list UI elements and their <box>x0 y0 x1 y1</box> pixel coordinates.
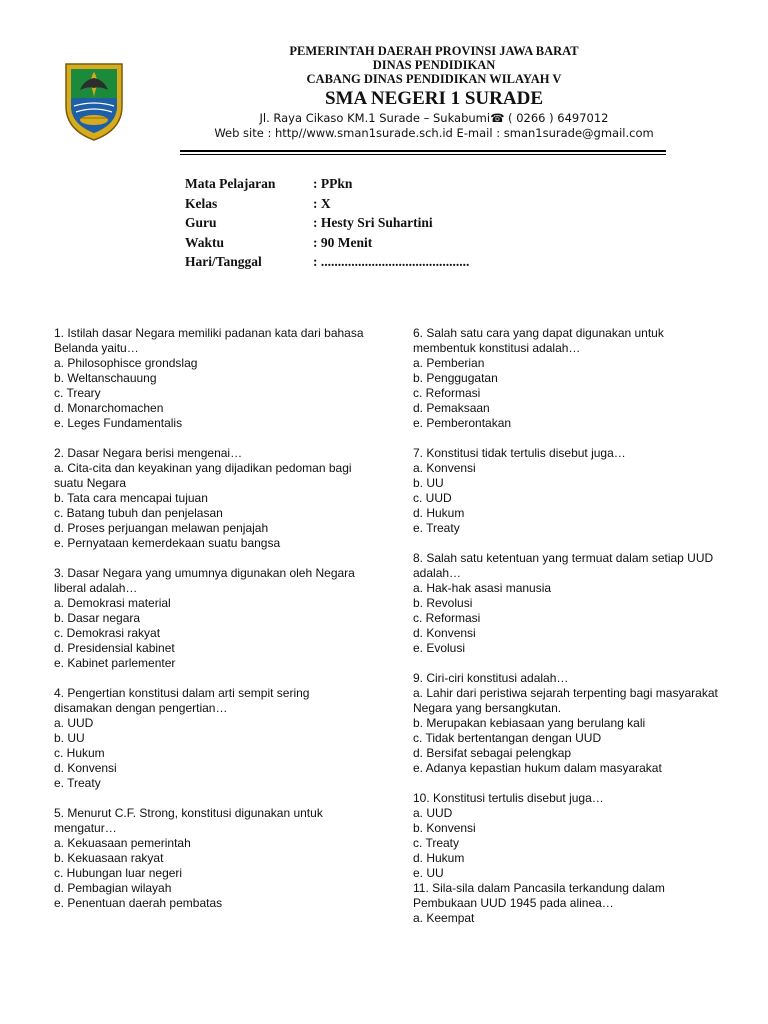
option-e: e. Kabinet parlementer <box>54 656 176 670</box>
question-4 <box>54 686 370 791</box>
option-b: b. UU <box>54 731 85 745</box>
question-6 <box>413 326 729 431</box>
option-b: b. Weltanschauung <box>54 371 157 385</box>
option-e: e. Pernyataan kemerdekaan suatu bangsa <box>54 536 281 550</box>
questions-column-right <box>413 326 729 941</box>
option-d: d. Bersifat sebagai pelengkap <box>413 746 572 760</box>
option-c: c. UUD <box>413 491 452 505</box>
option-a: a. UUD <box>54 716 94 730</box>
question-text: 2. Dasar Negara berisi mengenai… <box>54 446 243 460</box>
school-address: Jl. Raya Cikaso KM.1 Surade – Sukabumi☎ ( 0266 ) 6497012 <box>259 111 609 125</box>
subject-value: : PPkn <box>313 176 353 191</box>
option-c: c. Hukum <box>54 746 105 760</box>
option-d: d. Konvensi <box>413 626 476 640</box>
question-text: 7. Konstitusi tidak tertulis disebut juga… <box>413 446 626 460</box>
option-b: b. Dasar negara <box>54 611 141 625</box>
question-3 <box>54 566 370 671</box>
option-c: c. Treaty <box>413 836 460 850</box>
school-website: Web site : http//www.sman1surade.sch.id E-mail : sman1surade@gmail.com <box>214 126 654 140</box>
option-a: a. Keempat <box>413 911 475 925</box>
question-10 <box>413 791 729 881</box>
option-c: c. Reformasi <box>413 386 481 400</box>
option-d: d. Pemaksaan <box>413 401 490 415</box>
question-text: 3. Dasar Negara yang umumnya digunakan oleh Negara liberal adalah… <box>54 566 355 595</box>
option-c: c. Treary <box>54 386 101 400</box>
option-c: c. Batang tubuh dan penjelasan <box>54 506 223 520</box>
question-text: 9. Ciri-ciri konstitusi adalah… <box>413 671 569 685</box>
date-value: : ............................................ <box>313 254 470 269</box>
info-row-time <box>185 233 469 253</box>
option-e: e. Leges Fundamentalis <box>54 416 183 430</box>
option-b: b. Merupakan kebiasaan yang berulang kali <box>413 716 646 730</box>
option-c: c. Tidak bertentangan dengan UUD <box>413 731 602 745</box>
info-row-class <box>185 194 469 214</box>
header-rule-thin <box>180 154 666 155</box>
info-row-date <box>185 252 469 272</box>
option-b: b. UU <box>413 476 444 490</box>
option-a: a. Philosophisce grondslag <box>54 356 198 370</box>
option-a: a. Konvensi <box>413 461 476 475</box>
option-d: d. Hukum <box>413 506 465 520</box>
header-rule-thick <box>180 150 666 152</box>
dept-line: DINAS PENDIDIKAN <box>372 58 496 72</box>
date-label: Hari/Tanggal <box>185 254 262 269</box>
option-e: e. Treaty <box>54 776 101 790</box>
teacher-label: Guru <box>185 215 217 230</box>
question-7 <box>413 446 729 536</box>
option-a: a. Hak-hak asasi manusia <box>413 581 552 595</box>
option-d: d. Hukum <box>413 851 465 865</box>
questions-column-left <box>54 326 370 926</box>
option-c: c. Demokrasi rakyat <box>54 626 161 640</box>
option-e: e. Treaty <box>413 521 460 535</box>
question-2 <box>54 446 370 551</box>
gov-line: PEMERINTAH DAERAH PROVINSI JAWA BARAT <box>289 44 579 58</box>
option-e: e. Evolusi <box>413 641 466 655</box>
info-row-subject <box>185 174 469 194</box>
option-a: a. UUD <box>413 806 453 820</box>
question-text: 1. Istilah dasar Negara memiliki padanan kata dari bahasa Belanda yaitu… <box>54 326 364 355</box>
option-d: d. Proses perjuangan melawan penjajah <box>54 521 269 535</box>
school-name: SMA NEGERI 1 SURADE <box>324 88 543 109</box>
teacher-value: : Hesty Sri Suhartini <box>313 215 433 230</box>
option-e: e. Adanya kepastian hukum dalam masyarakat <box>413 761 662 775</box>
option-a: a. Demokrasi material <box>54 596 171 610</box>
option-e: e. Pemberontakan <box>413 416 512 430</box>
class-label: Kelas <box>185 195 218 211</box>
option-b: b. Penggugatan <box>413 371 498 385</box>
question-5 <box>54 806 370 911</box>
option-e: e. UU <box>413 866 444 880</box>
option-b: b. Konvensi <box>413 821 476 835</box>
option-a: a. Cita-cita dan keyakinan yang dijadikan pedoman bagi suatu Negara <box>54 461 352 490</box>
option-a: a. Lahir dari peristiwa sejarah terpenting bagi masyarakat Negara yang bersangkutan. <box>413 686 718 715</box>
question-text: 5. Menurut C.F. Strong, konstitusi digunakan untuk mengatur… <box>54 806 323 835</box>
option-d: d. Pembagian wilayah <box>54 881 172 895</box>
question-text: 11. Sila-sila dalam Pancasila terkandung dalam Pembukaan UUD 1945 pada alinea… <box>413 881 665 910</box>
question-text: 8. Salah satu ketentuan yang termuat dalam setiap UUD adalah… <box>413 551 714 580</box>
option-c: c. Hubungan luar negeri <box>54 866 183 880</box>
question-8 <box>413 551 729 656</box>
subject-label: Mata Pelajaran <box>185 176 276 191</box>
option-b: b. Revolusi <box>413 596 473 610</box>
time-value: : 90 Menit <box>313 234 373 250</box>
question-text: 10. Konstitusi tertulis disebut juga… <box>413 791 604 805</box>
exam-info <box>185 174 469 272</box>
letterhead <box>150 44 718 141</box>
option-d: d. Presidensial kabinet <box>54 641 175 655</box>
west-java-emblem-logo <box>60 56 128 142</box>
class-value: : X <box>313 195 331 211</box>
question-text: 4. Pengertian konstitusi dalam arti sempit sering disamakan dengan pengertian… <box>54 686 310 715</box>
option-d: d. Konvensi <box>54 761 117 775</box>
question-text: 6. Salah satu cara yang dapat digunakan untuk membentuk konstitusi adalah… <box>413 326 664 355</box>
question-11 <box>413 881 729 926</box>
branch-line: CABANG DINAS PENDIDIKAN WILAYAH V <box>306 72 562 86</box>
option-c: c. Reformasi <box>413 611 481 625</box>
option-b: b. Kekuasaan rakyat <box>54 851 164 865</box>
question-1 <box>54 326 370 431</box>
option-a: a. Pemberian <box>413 356 485 370</box>
info-row-teacher <box>185 213 469 233</box>
option-d: d. Monarchomachen <box>54 401 164 415</box>
time-label: Waktu <box>185 234 225 250</box>
question-9 <box>413 671 729 776</box>
option-a: a. Kekuasaan pemerintah <box>54 836 191 850</box>
option-b: b. Tata cara mencapai tujuan <box>54 491 208 505</box>
option-e: e. Penentuan daerah pembatas <box>54 896 223 910</box>
